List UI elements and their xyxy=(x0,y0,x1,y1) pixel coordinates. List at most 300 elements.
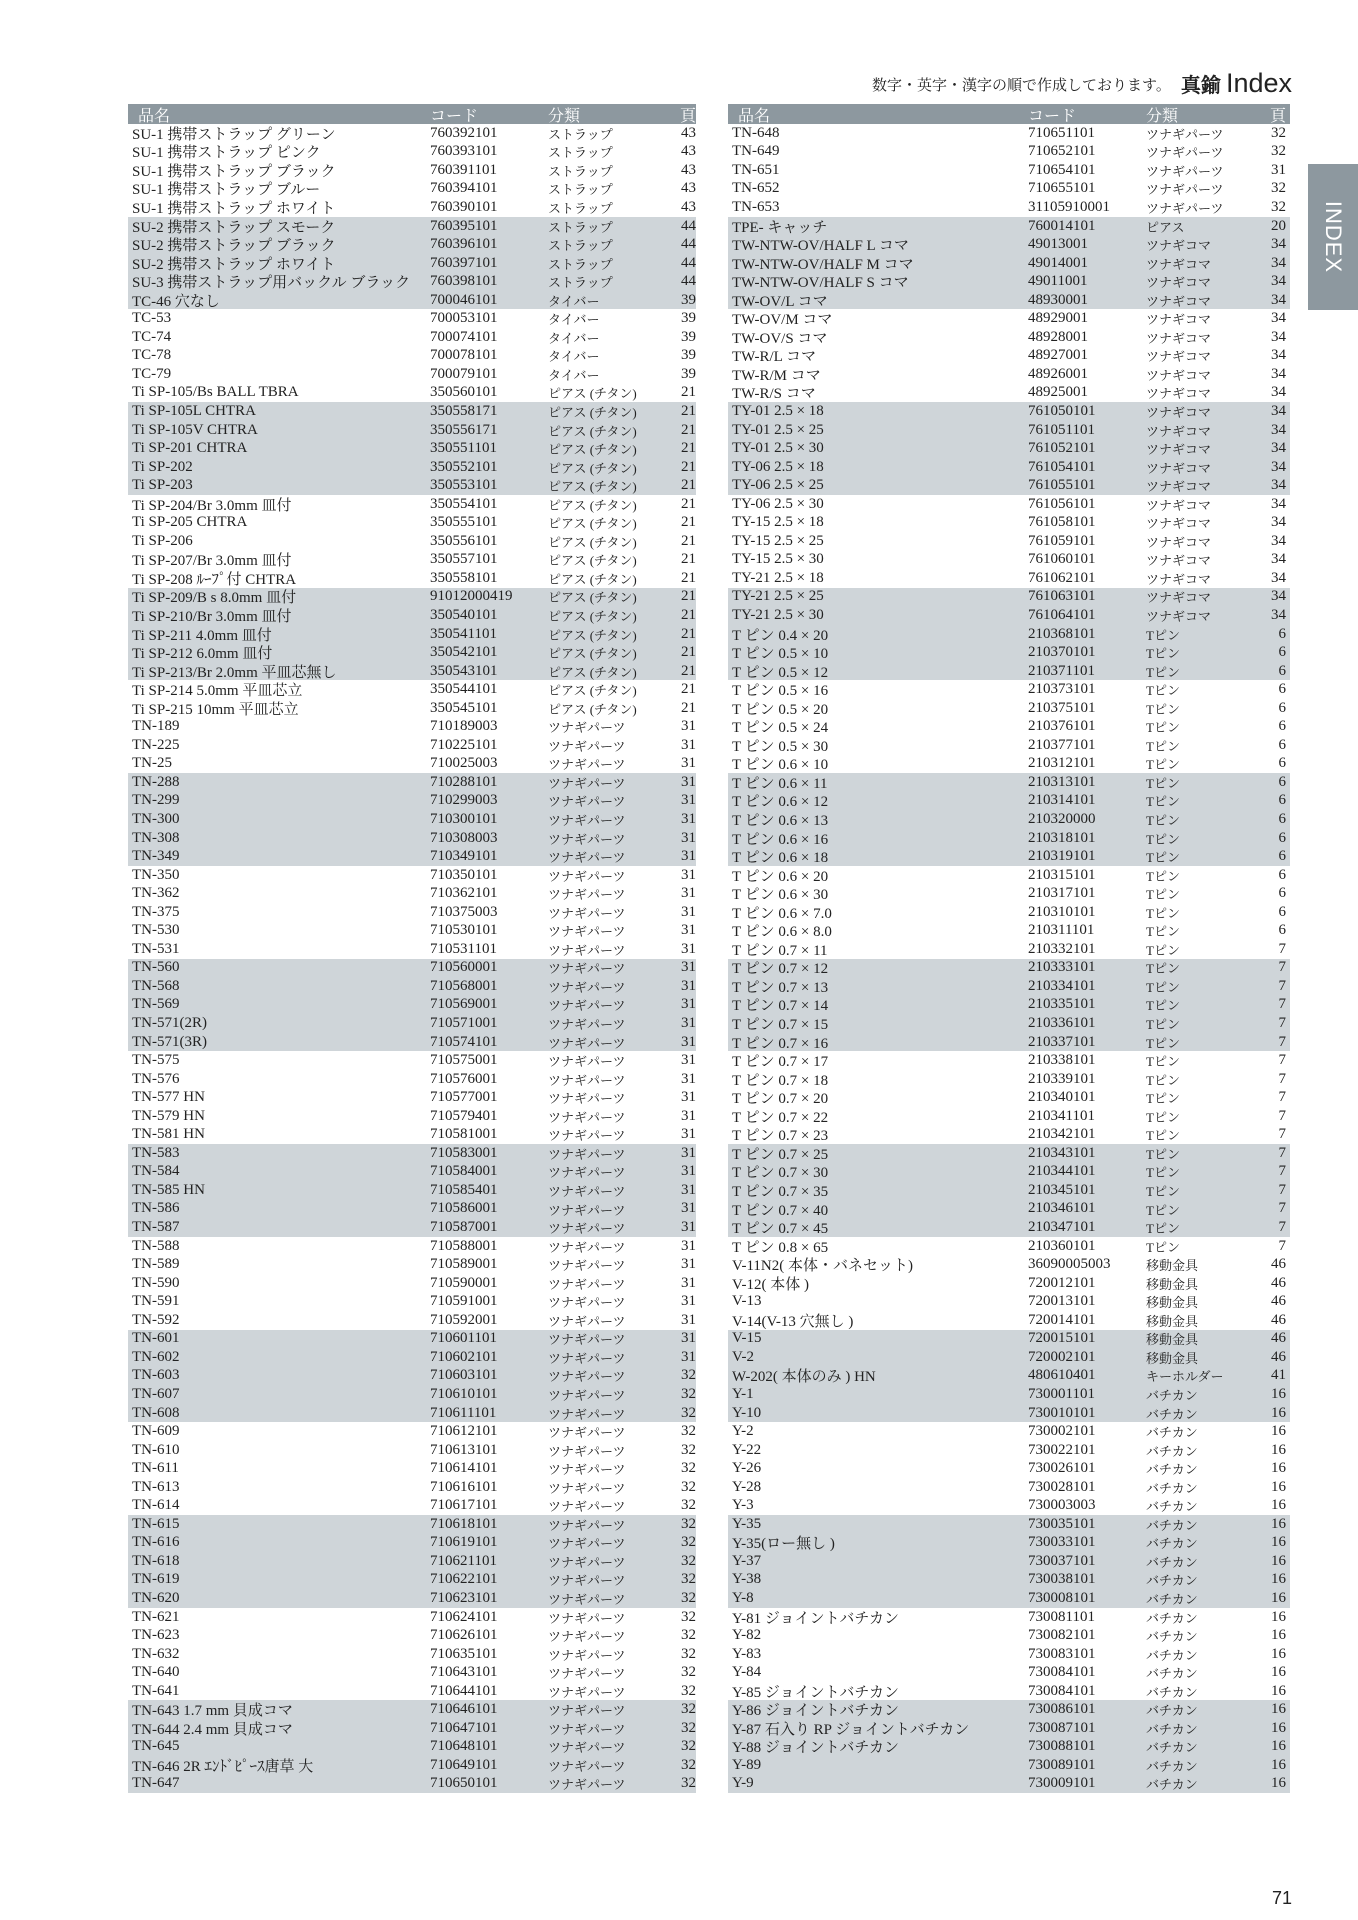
item-code: 710654101 xyxy=(1028,161,1096,178)
item-code: 210312101 xyxy=(1028,755,1096,772)
item-page: 21 xyxy=(681,606,696,623)
item-name: T ピン 0.5 × 16 xyxy=(732,683,829,700)
item-category: ツナギコマ xyxy=(1146,460,1212,476)
table-row xyxy=(728,847,1290,866)
item-name: TN-571(2R) xyxy=(132,1015,207,1032)
item-category: バチカン xyxy=(1146,1517,1198,1533)
item-name: TN-646 2R ｴﾝﾄﾞﾋﾟｰｽ唐草 大 xyxy=(132,1758,314,1775)
item-page: 21 xyxy=(681,625,696,642)
table-row xyxy=(128,198,696,217)
item-code: 760392101 xyxy=(430,124,498,141)
item-category: ツナギパーツ xyxy=(1146,163,1224,179)
table-row xyxy=(728,513,1290,532)
item-page: 16 xyxy=(1271,1701,1286,1718)
item-category: タイバー xyxy=(548,367,600,383)
item-category: ツナギパーツ xyxy=(548,1017,626,1033)
item-name: Ti SP-209/B s 8.0mm 皿付 xyxy=(132,590,297,607)
item-page: 32 xyxy=(681,1552,696,1569)
table-row xyxy=(128,1682,696,1701)
item-code: 710576001 xyxy=(430,1070,498,1087)
item-page: 31 xyxy=(681,1144,696,1161)
item-page: 21 xyxy=(681,662,696,679)
item-category: ツナギコマ xyxy=(1146,553,1212,569)
item-code: 760395101 xyxy=(430,217,498,234)
item-page: 31 xyxy=(681,1163,696,1180)
item-page: 6 xyxy=(1278,681,1286,698)
table-row xyxy=(128,884,696,903)
table-row xyxy=(128,643,696,662)
item-category: ピアス (チタン) xyxy=(548,423,637,439)
item-category: ツナギコマ xyxy=(1146,479,1212,495)
table-row xyxy=(728,1663,1290,1682)
item-page: 7 xyxy=(1278,996,1286,1013)
item-code: 350542101 xyxy=(430,644,498,661)
item-name: T ピン 0.7 × 45 xyxy=(732,1221,829,1238)
item-page: 34 xyxy=(1271,514,1286,531)
item-name: T ピン 0.8 × 65 xyxy=(732,1239,829,1256)
item-code: 710530101 xyxy=(430,922,498,939)
item-code: 210368101 xyxy=(1028,625,1096,642)
table-row xyxy=(128,476,696,495)
item-name: T ピン 0.5 × 30 xyxy=(732,738,829,755)
table-row xyxy=(128,1645,696,1664)
item-name: TN-632 xyxy=(132,1645,180,1662)
item-category: Tピン xyxy=(1146,1054,1180,1070)
table-row xyxy=(128,1292,696,1311)
item-category: ツナギパーツ xyxy=(548,905,626,921)
item-page: 31 xyxy=(681,1237,696,1254)
item-page: 6 xyxy=(1278,644,1286,661)
page-heading xyxy=(872,68,1292,99)
item-category: ツナギパーツ xyxy=(548,1517,626,1533)
item-name: TN-586 xyxy=(132,1200,180,1217)
item-name: TN-569 xyxy=(132,996,180,1013)
item-name: Ti SP-213/Br 2.0mm 平皿芯無し xyxy=(132,664,337,681)
item-name: TN-588 xyxy=(132,1237,180,1254)
item-category: ツナギパーツ xyxy=(548,1721,626,1737)
item-category: ツナギパーツ xyxy=(548,1221,626,1237)
item-code: 210375101 xyxy=(1028,699,1096,716)
item-page: 6 xyxy=(1278,662,1286,679)
item-category: ツナギコマ xyxy=(1146,238,1212,254)
item-code: 210333101 xyxy=(1028,959,1096,976)
item-category: ツナギコマ xyxy=(1146,312,1212,328)
table-row xyxy=(728,1126,1290,1145)
item-code: 710623101 xyxy=(430,1589,498,1606)
item-category: 移動金具 xyxy=(1146,1276,1199,1292)
item-category: ツナギパーツ xyxy=(548,868,626,884)
item-category: ツナギパーツ xyxy=(548,738,626,754)
item-category: タイバー xyxy=(548,330,600,346)
table-row xyxy=(128,1237,696,1256)
item-name: TC-74 xyxy=(132,328,172,345)
item-name: Y-86 ジョイントバチカン xyxy=(732,1703,900,1720)
item-category: ツナギパーツ xyxy=(1146,182,1224,198)
item-name: TN-288 xyxy=(132,773,180,790)
table-row xyxy=(128,959,696,978)
table-row xyxy=(728,495,1290,514)
item-category: バチカン xyxy=(1146,1740,1198,1756)
item-name: TW-OV/L コマ xyxy=(732,293,828,310)
item-category: 移動金具 xyxy=(1146,1313,1199,1329)
item-category: バチカン xyxy=(1146,1703,1198,1719)
item-name: TN-608 xyxy=(132,1404,180,1421)
item-page: 43 xyxy=(681,143,696,160)
item-code: 210315101 xyxy=(1028,866,1096,883)
item-name: T ピン 0.5 × 24 xyxy=(732,720,829,737)
item-name: SU-2 携帯ストラップ スモーク xyxy=(132,219,336,236)
table-row xyxy=(728,1163,1290,1182)
table-row xyxy=(728,792,1290,811)
item-page: 32 xyxy=(681,1627,696,1644)
item-code: 760390101 xyxy=(430,198,498,215)
table-row xyxy=(728,977,1290,996)
item-code: 210320000 xyxy=(1028,811,1096,827)
item-page: 16 xyxy=(1271,1534,1286,1551)
item-category: Tピン xyxy=(1146,683,1180,699)
item-category: ツナギパーツ xyxy=(548,1183,626,1199)
item-category: Tピン xyxy=(1146,1165,1180,1181)
item-code: 210310101 xyxy=(1028,903,1096,920)
item-category: バチカン xyxy=(1146,1573,1198,1589)
item-page: 32 xyxy=(681,1441,696,1458)
item-name: TW-R/L コマ xyxy=(732,349,817,366)
table-row xyxy=(728,569,1290,588)
item-category: ピアス (チタン) xyxy=(548,386,637,402)
item-page: 16 xyxy=(1271,1478,1286,1495)
table-row xyxy=(128,699,696,718)
item-page: 32 xyxy=(681,1367,696,1384)
item-name: TN-643 1.7 mm 貝成コマ xyxy=(132,1703,293,1720)
table-row xyxy=(128,513,696,532)
item-category: ツナギパーツ xyxy=(548,1109,626,1125)
item-name: TN-620 xyxy=(132,1589,180,1606)
item-page: 6 xyxy=(1278,625,1286,642)
item-name: Y-3 xyxy=(732,1497,754,1514)
item-name: Ti SP-204/Br 3.0mm 皿付 xyxy=(132,497,292,514)
item-code: 710626101 xyxy=(430,1627,498,1644)
item-name: TC-79 xyxy=(132,365,172,382)
item-name: TN-25 xyxy=(132,755,172,772)
item-name: T ピン 0.7 × 18 xyxy=(732,1072,829,1089)
item-code: 210336101 xyxy=(1028,1015,1096,1032)
item-name: T ピン 0.4 × 20 xyxy=(732,627,829,644)
item-name: T ピン 0.7 × 40 xyxy=(732,1202,829,1219)
item-category: Tピン xyxy=(1146,831,1180,847)
item-page: 34 xyxy=(1271,532,1286,549)
item-code: 710624101 xyxy=(430,1608,498,1625)
table-row xyxy=(728,198,1290,217)
item-category: ツナギコマ xyxy=(1146,256,1212,272)
item-name: TY-01 2.5 × 18 xyxy=(732,402,824,419)
table-row xyxy=(128,1422,696,1441)
item-name: Y-84 xyxy=(732,1664,762,1681)
table-row xyxy=(128,977,696,996)
table-row xyxy=(728,680,1290,699)
table-row xyxy=(128,829,696,848)
item-category: 移動金具 xyxy=(1146,1258,1199,1274)
table-row xyxy=(128,1441,696,1460)
item-code: 730087101 xyxy=(1028,1719,1096,1736)
item-code: 730088101 xyxy=(1028,1738,1096,1755)
item-name: V-15 xyxy=(732,1330,762,1347)
item-page: 34 xyxy=(1271,254,1286,271)
item-page: 32 xyxy=(681,1423,696,1440)
item-code: 710299003 xyxy=(430,792,498,809)
item-category: ツナギパーツ xyxy=(548,1758,626,1774)
table-row xyxy=(728,773,1290,792)
item-name: TY-15 2.5 × 25 xyxy=(732,532,824,549)
table-row xyxy=(728,866,1290,885)
item-code: 710613101 xyxy=(430,1441,498,1458)
item-page: 7 xyxy=(1278,1052,1286,1069)
item-code: 710189003 xyxy=(430,718,498,735)
item-name: TN-649 xyxy=(732,143,780,160)
item-category: ストラップ xyxy=(548,163,613,179)
table-row xyxy=(128,124,696,143)
item-category: ツナギパーツ xyxy=(548,1350,626,1366)
item-category: ストラップ xyxy=(548,238,613,254)
table-row xyxy=(728,291,1290,310)
item-category: ツナギパーツ xyxy=(548,1554,626,1570)
item-page: 32 xyxy=(681,1756,696,1773)
item-name: TN-587 xyxy=(132,1219,180,1236)
item-code: 710362101 xyxy=(430,885,498,902)
item-code: 710610101 xyxy=(430,1385,498,1402)
item-page: 34 xyxy=(1271,365,1286,382)
table-row xyxy=(728,1626,1290,1645)
item-page: 7 xyxy=(1278,940,1286,957)
item-name: TN-640 xyxy=(132,1664,180,1681)
item-code: 210377101 xyxy=(1028,736,1096,753)
item-code: 710568001 xyxy=(430,977,498,994)
table-row xyxy=(128,755,696,774)
item-category: バチカン xyxy=(1146,1591,1198,1607)
side-tab-label: INDEX xyxy=(1321,200,1346,274)
item-page: 41 xyxy=(1271,1367,1286,1384)
item-code: 760393101 xyxy=(430,143,498,160)
item-code: 710611101 xyxy=(430,1404,497,1421)
item-code: 710025003 xyxy=(430,755,498,772)
item-category: ツナギパーツ xyxy=(548,1629,626,1645)
item-page: 31 xyxy=(681,811,696,827)
item-category: バチカン xyxy=(1146,1758,1198,1774)
item-name: TN-607 xyxy=(132,1385,180,1402)
item-category: ツナギパーツ xyxy=(548,1369,626,1385)
item-code: 710588001 xyxy=(430,1237,498,1254)
item-name: TN-579 HN xyxy=(132,1107,205,1124)
item-category: ツナギパーツ xyxy=(548,1295,626,1311)
table-row xyxy=(128,235,696,254)
item-page: 31 xyxy=(681,718,696,735)
item-page: 31 xyxy=(681,1330,696,1347)
item-code: 210332101 xyxy=(1028,940,1096,957)
item-page: 31 xyxy=(681,792,696,809)
item-name: T ピン 0.7 × 15 xyxy=(732,1017,829,1034)
item-code: 710308003 xyxy=(430,829,498,846)
table-row xyxy=(728,235,1290,254)
item-page: 16 xyxy=(1271,1664,1286,1681)
item-category: バチカン xyxy=(1146,1666,1198,1682)
table-row xyxy=(728,1367,1290,1386)
item-code: 760014101 xyxy=(1028,217,1096,234)
item-page: 7 xyxy=(1278,1089,1286,1106)
item-category: ツナギパーツ xyxy=(548,1202,626,1218)
item-category: ツナギコマ xyxy=(1146,590,1212,606)
item-code: 710590001 xyxy=(430,1274,498,1291)
item-category: ツナギパーツ xyxy=(548,1054,626,1070)
item-page: 6 xyxy=(1278,885,1286,902)
item-code: 730002101 xyxy=(1028,1423,1096,1440)
item-name: TN-349 xyxy=(132,848,180,865)
item-category: ピアス (チタン) xyxy=(548,497,637,513)
item-category: Tピン xyxy=(1146,1128,1180,1144)
table-row xyxy=(128,1070,696,1089)
item-category: バチカン xyxy=(1146,1443,1198,1459)
item-code: 730033101 xyxy=(1028,1534,1096,1551)
item-name: V-13 xyxy=(732,1293,762,1310)
item-page: 34 xyxy=(1271,236,1286,253)
table-row xyxy=(728,439,1290,458)
table-row xyxy=(128,1218,696,1237)
table-row xyxy=(128,1385,696,1404)
item-category: ツナギパーツ xyxy=(548,1684,626,1700)
table-row xyxy=(728,810,1290,829)
table-row xyxy=(128,1478,696,1497)
item-code: 710648101 xyxy=(430,1738,498,1755)
item-page: 32 xyxy=(681,1571,696,1588)
table-row xyxy=(728,1255,1290,1274)
item-category: ツナギコマ xyxy=(1146,497,1212,513)
item-name: TN-603 xyxy=(132,1367,180,1384)
item-page: 16 xyxy=(1271,1627,1286,1644)
item-name: T ピン 0.5 × 10 xyxy=(732,646,829,663)
item-page: 7 xyxy=(1278,1144,1286,1161)
table-row xyxy=(728,903,1290,922)
item-category: ピアス (チタン) xyxy=(548,553,637,569)
table-row xyxy=(728,1144,1290,1163)
item-name: Y-35 xyxy=(732,1515,762,1532)
item-code: 761064101 xyxy=(1028,606,1096,623)
item-name: TN-651 xyxy=(732,161,780,178)
item-name: TN-581 HN xyxy=(132,1126,205,1143)
table-row xyxy=(128,736,696,755)
table-row xyxy=(128,1496,696,1515)
item-code: 720002101 xyxy=(1028,1348,1096,1365)
item-code: 350554101 xyxy=(430,495,498,512)
item-page: 46 xyxy=(1271,1256,1286,1273)
ordering-note: 数字・英字・漢字の順で作成しております。 xyxy=(872,76,1171,94)
item-page: 34 xyxy=(1271,551,1286,568)
item-page: 32 xyxy=(681,1385,696,1402)
item-name: TN-614 xyxy=(132,1497,180,1514)
item-name: T ピン 0.6 × 18 xyxy=(732,850,829,867)
item-page: 32 xyxy=(1271,124,1286,141)
table-row xyxy=(128,1367,696,1386)
item-name: Ti SP-105L CHTRA xyxy=(132,402,256,419)
item-category: Tピン xyxy=(1146,1109,1180,1125)
table-row xyxy=(728,1422,1290,1441)
item-category: ツナギパーツ xyxy=(548,1091,626,1107)
item-page: 31 xyxy=(681,1089,696,1106)
page-number: 71 xyxy=(1271,1888,1292,1908)
table-row xyxy=(728,1033,1290,1052)
item-page: 21 xyxy=(681,532,696,549)
item-code: 720015101 xyxy=(1028,1330,1096,1347)
item-name: Ti SP-210/Br 3.0mm 皿付 xyxy=(132,609,292,625)
item-page: 16 xyxy=(1271,1738,1286,1755)
item-code: 710375003 xyxy=(430,903,498,920)
table-row xyxy=(128,940,696,959)
title-material: 真鍮 xyxy=(1180,73,1221,97)
item-code: 761056101 xyxy=(1028,495,1096,512)
item-category: Tピン xyxy=(1146,1183,1180,1199)
item-page: 21 xyxy=(681,514,696,531)
item-category: ストラップ xyxy=(548,145,613,161)
item-code: 710531101 xyxy=(430,940,497,957)
table-row xyxy=(728,718,1290,737)
item-page: 31 xyxy=(681,903,696,920)
item-page: 34 xyxy=(1271,495,1286,512)
item-code: 350545101 xyxy=(430,699,498,716)
item-page: 44 xyxy=(681,236,696,253)
table-row xyxy=(128,773,696,792)
item-code: 210371101 xyxy=(1028,662,1095,679)
item-category: バチカン xyxy=(1146,1610,1198,1626)
item-code: 710603101 xyxy=(430,1367,498,1384)
item-name: Y-37 xyxy=(732,1552,762,1569)
table-row xyxy=(128,272,696,291)
item-category: ツナギコマ xyxy=(1146,275,1212,291)
item-name: T ピン 0.7 × 30 xyxy=(732,1165,829,1182)
table-row xyxy=(128,1571,696,1590)
item-code: 730035101 xyxy=(1028,1515,1096,1532)
table-row xyxy=(128,1663,696,1682)
item-code: 710651101 xyxy=(1028,124,1095,141)
item-category: ピアス (チタン) xyxy=(548,701,637,717)
item-name: Ti SP-203 xyxy=(132,477,193,494)
item-category: ツナギパーツ xyxy=(1146,145,1224,161)
item-page: 21 xyxy=(681,551,696,568)
item-category: ツナギパーツ xyxy=(548,1276,626,1292)
item-category: ストラップ xyxy=(548,256,613,272)
table-row xyxy=(728,588,1290,607)
item-page: 34 xyxy=(1271,310,1286,327)
item-name: Y-1 xyxy=(732,1385,754,1402)
item-category: ツナギコマ xyxy=(1146,367,1212,383)
item-page: 7 xyxy=(1278,977,1286,994)
table-row xyxy=(128,662,696,681)
item-name: TN-575 xyxy=(132,1052,180,1069)
table-row xyxy=(128,1775,696,1794)
item-name: SU-1 携帯ストラップ ブラック xyxy=(132,163,336,180)
index-side-tab[interactable] xyxy=(1308,164,1358,310)
item-page: 21 xyxy=(681,402,696,419)
item-name: Y-9 xyxy=(732,1775,754,1792)
item-page: 32 xyxy=(681,1534,696,1551)
item-page: 39 xyxy=(681,310,696,327)
table-row xyxy=(728,1534,1290,1553)
item-name: T ピン 0.7 × 17 xyxy=(732,1054,829,1071)
item-name: Ti SP-105V CHTRA xyxy=(132,421,258,438)
item-page: 6 xyxy=(1278,699,1286,716)
item-code: 730028101 xyxy=(1028,1478,1096,1495)
item-page: 46 xyxy=(1271,1274,1286,1291)
item-code: 210360101 xyxy=(1028,1237,1096,1254)
item-code: 710617101 xyxy=(430,1497,498,1514)
item-code: 350541101 xyxy=(430,625,497,642)
item-page: 16 xyxy=(1271,1404,1286,1421)
